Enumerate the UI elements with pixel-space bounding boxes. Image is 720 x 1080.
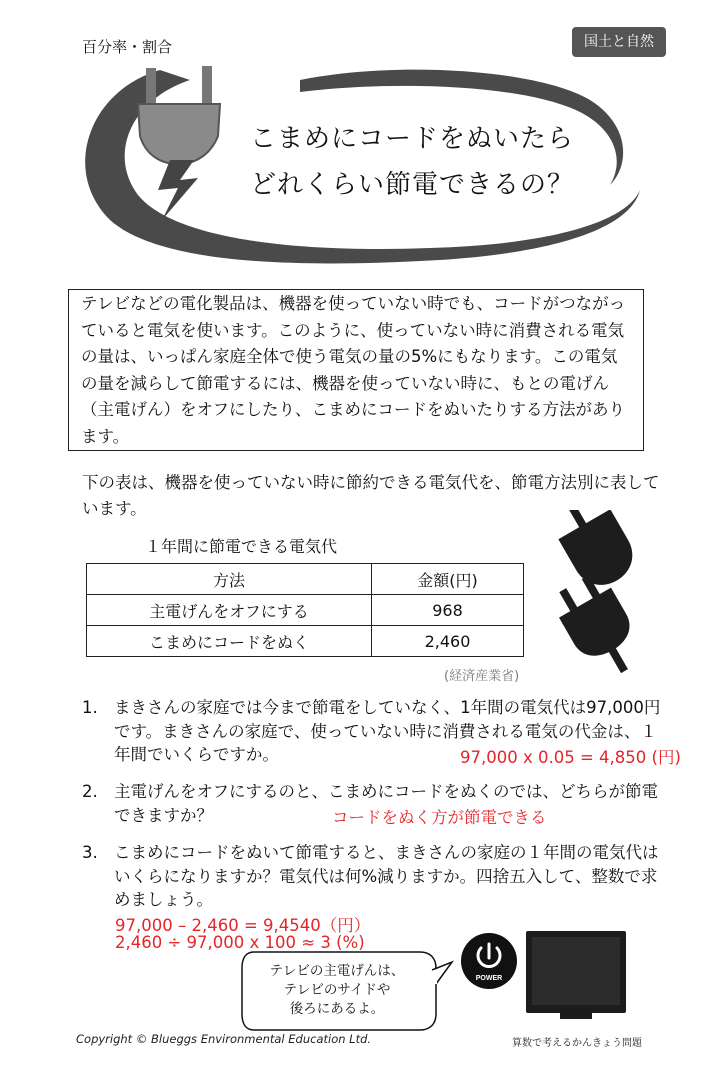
power-button-icon <box>460 932 518 990</box>
table-header-row <box>87 564 524 595</box>
topic-badge: 国土と自然 <box>572 27 666 57</box>
question-text: こまめにコードをぬいて節電すると、まきさんの家庭の１年間の電気代はいくらになりますか？電気代は何%減りますか。四捨五入して、整数で求めましょう。 <box>114 843 659 909</box>
table-cell-method: 主電げんをオフにする <box>87 595 372 626</box>
bubble-line: 後ろにあるよ。 <box>289 1001 385 1017</box>
intro-box: テレビなどの電化製品は、機器を使っていない時でも、コードがつながっていると電気を使います。このように、使っていない時に消費される電気の量は、いっぱん家庭全体で使う電気の量の5%にもなります。この電気の量を減らして節電するには、機器を使っていない時に、もとの電げん（主電げん）をオフにしたり、こまめにコードをぬいたりする方法があります。 <box>68 289 644 451</box>
power-label: POWER <box>475 975 503 982</box>
answer-3-line-1: 97,000 – 2,460 = 9,4540（円） <box>115 916 371 935</box>
savings-table <box>86 563 524 657</box>
question-number: 2. <box>82 782 98 801</box>
page-title-line-2: どれくらい節電できるの？ <box>250 170 575 200</box>
series-name: 算数で考えるかんきょう問題 <box>512 1038 642 1049</box>
table-cell-amount: 968 <box>372 595 524 626</box>
table-row <box>87 595 524 626</box>
page-title-line-1: こまめにコードをぬいたら <box>250 124 575 154</box>
bubble-line: テレビのサイドや <box>283 982 391 998</box>
table-row <box>87 626 524 657</box>
question-number: 3. <box>82 843 98 862</box>
answer-3-line-2: 2,460 ÷ 97,000 x 100 ≈ 3 (%) <box>115 933 365 952</box>
table-header-method: 方法 <box>87 564 372 595</box>
tv-icon <box>524 929 628 1021</box>
copyright: Copyright © Blueggs Environmental Education Ltd. <box>76 1032 372 1046</box>
plug-lightning-icon <box>138 66 220 220</box>
question-number: 1. <box>82 698 98 717</box>
question-text: まきさんの家庭では今まで節電をしていなく、1年間の電気代は97,000円です。まきさんの家庭で、使っていない時に消費される電気の代金は、１年間でいくらですか。 <box>114 698 661 764</box>
bubble-text <box>252 962 422 1019</box>
table-caption: １年間に節電できる電気代 <box>145 537 338 556</box>
answer-2: コードをぬく方が節電できる <box>332 808 547 827</box>
table-lead-text: 下の表は、機器を使っていない時に節約できる電気代を、節電方法別に表しています。 <box>82 473 660 518</box>
table-source: (経済産業省) <box>444 669 520 684</box>
table-header-amount: 金額(円) <box>372 564 524 595</box>
bubble-line: テレビの主電げんは、 <box>269 963 405 979</box>
answer-1: 97,000 x 0.05 = 4,850 (円) <box>460 748 681 767</box>
table-cell-amount: 2,460 <box>372 626 524 657</box>
question-text: 主電げんをオフにするのと、こまめにコードをぬくのでは、どちらが節電できますか？ <box>114 782 659 825</box>
table-cell-method: こまめにコードをぬく <box>87 626 372 657</box>
unplugged-plug-icon <box>540 510 670 675</box>
category-label: 百分率・割合 <box>82 38 173 56</box>
